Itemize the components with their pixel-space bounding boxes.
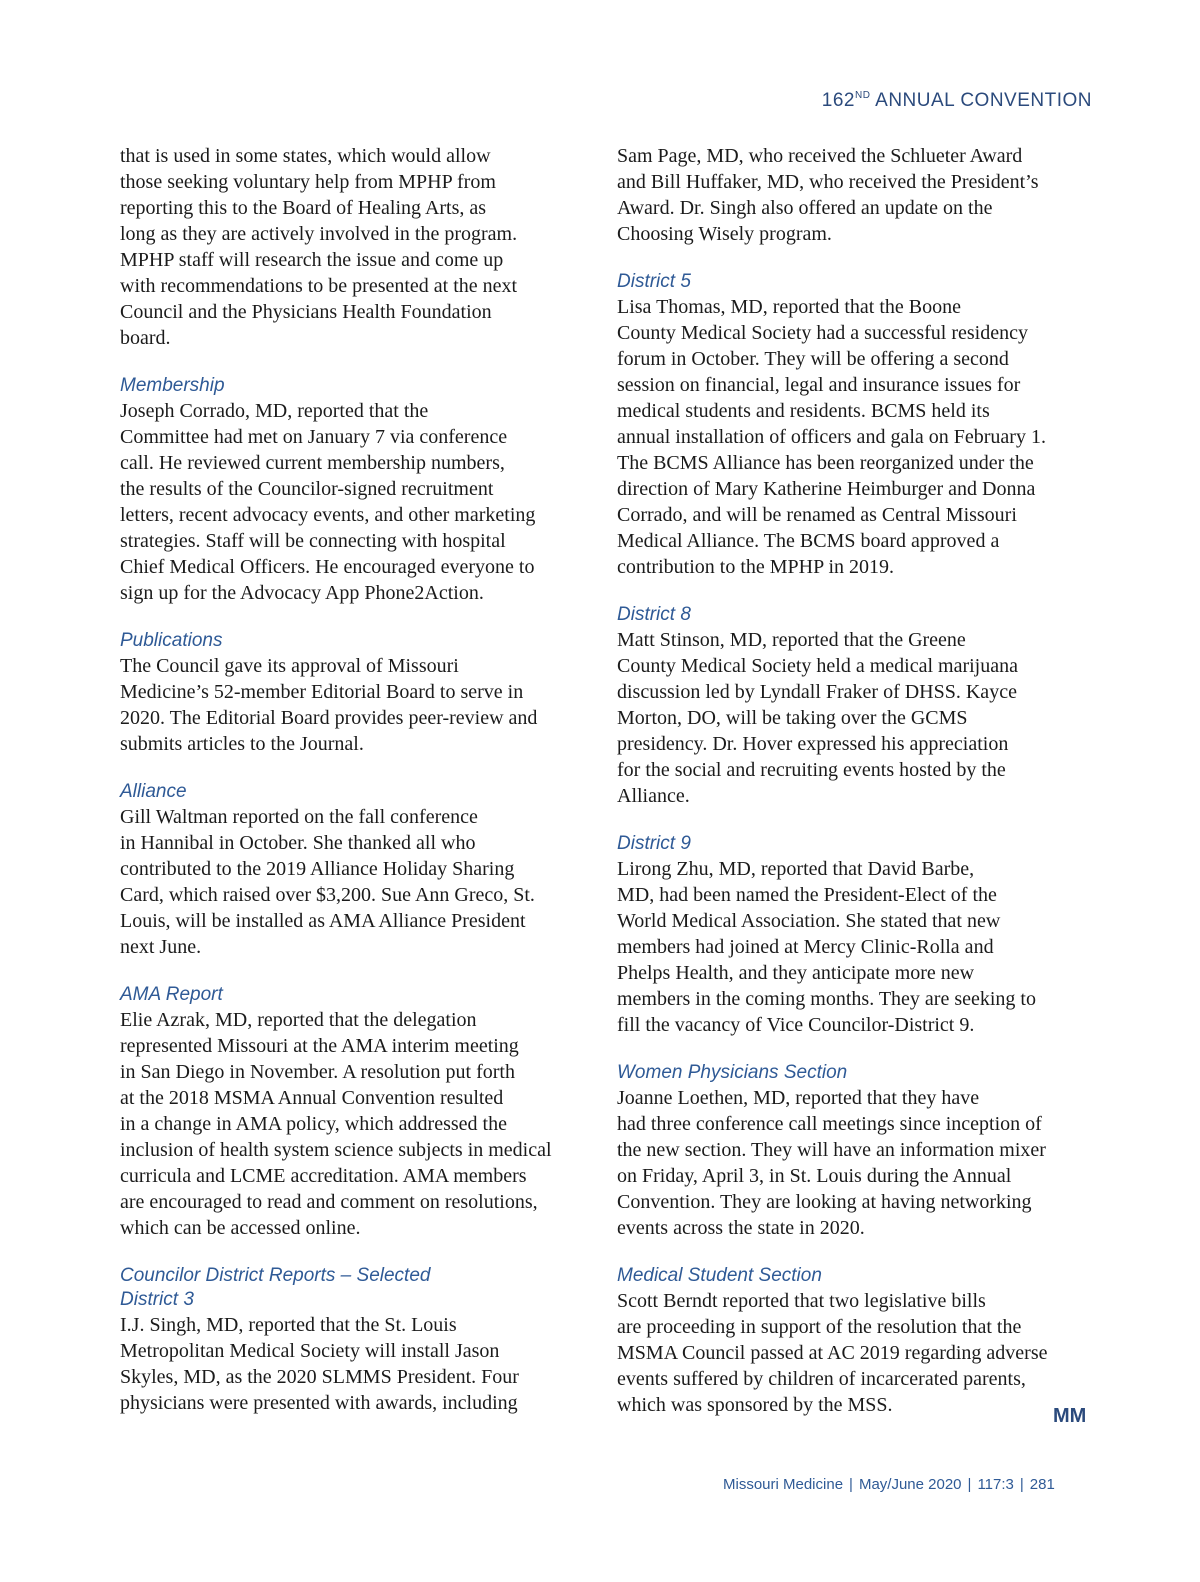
district-3-paragraph: I.J. Singh, MD, reported that the St. Louis Metropolitan Medical Society will install Jason Skyles, MD, as the 2020 SLMMS President. Four physicians were presented with awards, including	[120, 1314, 519, 1414]
alliance-heading: Alliance	[120, 781, 187, 802]
alliance-paragraph: Gill Waltman reported on the fall conference in Hannibal in October. She thanked all who contributed to the 2019 Alliance Holiday Sharing Card, which raised over $3,200. Sue Ann Greco, St. Louis, will be installed as AMA Alliance President next June.	[120, 806, 535, 958]
women-physicians-paragraph: Joanne Loethen, MD, reported that they have had three conference call meetings since inception of the new section. They will have an information mixer on Friday, April 3, in St. Louis during the Annual Convention. They are looking at having networking events across the state in 2020.	[617, 1087, 1046, 1239]
left-column	[120, 143, 565, 1416]
medical-student-heading: Medical Student Section	[617, 1265, 822, 1286]
district-8-heading: District 8	[617, 604, 691, 625]
membership-paragraph: Joseph Corrado, MD, reported that the Committee had met on January 7 via conference call. He reviewed current membership numbers, the results of the Councilor-signed recruitment letters, recent advocacy events, and other marketing strategies. Staff will be connecting with hospital Chief Medical Officers. He encouraged everyone to sign up for the Advocacy App Phone2Action.	[120, 400, 536, 604]
right-column	[617, 143, 1072, 1418]
district-8-paragraph: Matt Stinson, MD, reported that the Greene County Medical Society held a medical marijuana discussion led by Lyndall Fraker of DHSS. Kayce Morton, DO, will be taking over the GCMS presidency. Dr. Hover expressed his appreciation for the social and recruiting events hosted by the Alliance.	[617, 629, 1018, 807]
footer-volume: 117:3	[977, 1476, 1014, 1493]
footer-page-number: 281	[1029, 1476, 1055, 1493]
header-ordinal: ND	[854, 90, 871, 101]
footer-separator: |	[849, 1476, 853, 1493]
district-3-heading: District 3	[120, 1289, 194, 1310]
medical-student-paragraph: Scott Berndt reported that two legislative bills are proceeding in support of the resolution that the MSMA Council passed at AC 2019 regarding adverse events suffered by children of incarcerated parents, which was sponsored by the MSS.	[617, 1290, 1048, 1416]
district-5-paragraph: Lisa Thomas, MD, reported that the Boone County Medical Society had a successful residency forum in October. They will be offering a second session on financial, legal and insurance issues for medical students and residents. BCMS held its annual installation of officers and gala on February 1. The BCMS Alliance has been reorganized under the direction of Mary Katherine Heimburger and Donna Corrado, and will be renamed as Central Missouri Medical Alliance. The BCMS board approved a contribution to the MPHP in 2019.	[617, 296, 1046, 578]
district-5-heading: District 5	[617, 271, 691, 292]
ama-report-paragraph: Elie Azrak, MD, reported that the delegation represented Missouri at the AMA interim meeting in San Diego in November. A resolution put forth at the 2018 MSMA Annual Convention resulted in a change in AMA policy, which addressed the inclusion of health system science subjects in medical curricula and LCME accreditation. AMA members are encouraged to read and comment on resolutions, which can be accessed online.	[120, 1009, 552, 1239]
end-of-article-mark: MM	[1053, 1405, 1087, 1427]
intro-paragraph: that is used in some states, which would allow those seeking voluntary help from MPHP from reporting this to the Board of Healing Arts, as long as they are actively involved in the program. MPHP staff will research the issue and come up with recommendations to be presented at the next Council and the Physicians Health Foundation board.	[120, 145, 518, 349]
councilor-reports-heading: Councilor District Reports – Selected	[120, 1265, 431, 1286]
running-header	[822, 90, 1092, 112]
footer-issue: May/June 2020	[858, 1476, 962, 1493]
membership-heading: Membership	[120, 375, 225, 396]
header-number: 162	[821, 90, 855, 111]
women-physicians-heading: Women Physicians Section	[617, 1062, 848, 1083]
district-3-continued-paragraph: Sam Page, MD, who received the Schlueter Award and Bill Huffaker, MD, who received the President’s Award. Dr. Singh also offered an update on the Choosing Wisely program.	[617, 145, 1039, 245]
footer-journal: Missouri Medicine	[723, 1476, 844, 1493]
publications-paragraph: The Council gave its approval of Missouri Medicine’s 52-member Editorial Board to serve in 2020. The Editorial Board provides peer-review and submits articles to the Journal.	[120, 655, 538, 755]
district-9-paragraph: Lirong Zhu, MD, reported that David Barbe, MD, had been named the President-Elect of the World Medical Association. She stated that new members had joined at Mercy Clinic-Rolla and Phelps Health, and they anticipate more new members in the coming months. They are seeking to fill the vacancy of Vice Councilor-District 9.	[617, 858, 1036, 1036]
footer-separator: |	[967, 1476, 972, 1493]
publications-heading: Publications	[120, 630, 223, 651]
page-footer	[723, 1476, 1055, 1493]
district-9-heading: District 9	[617, 833, 691, 854]
ama-report-heading: AMA Report	[120, 984, 223, 1005]
footer-separator: |	[1019, 1476, 1024, 1493]
header-title: ANNUAL CONVENTION	[870, 90, 1092, 111]
